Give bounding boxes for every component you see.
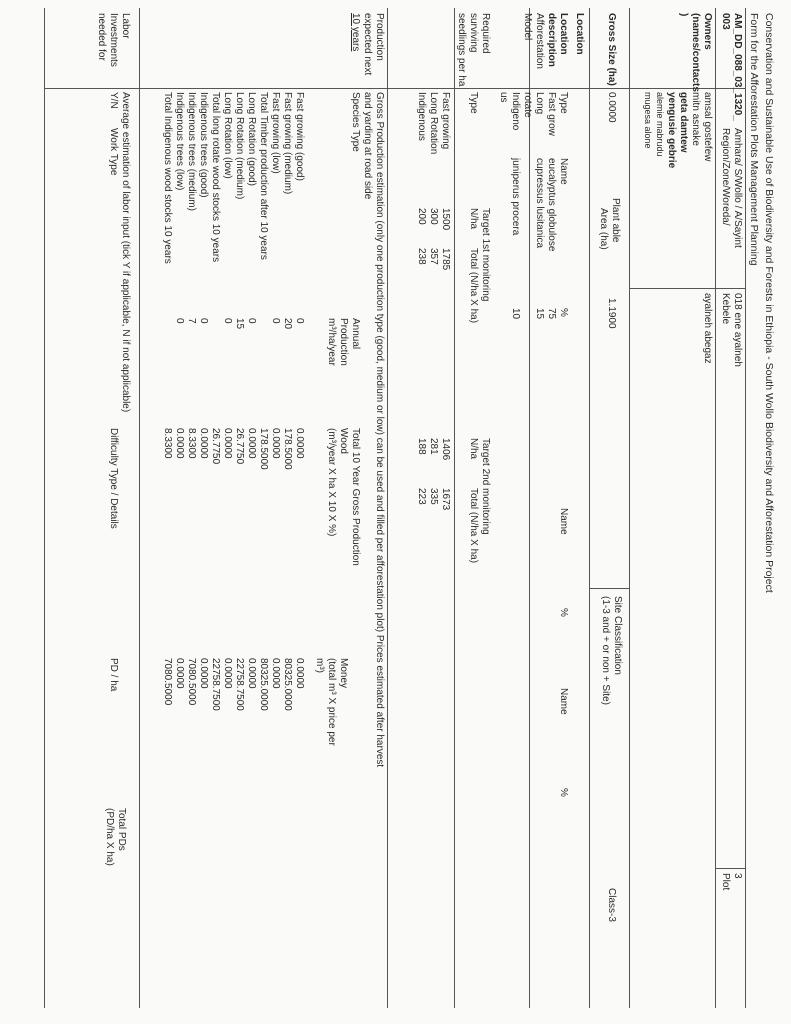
plantable-label: Plant able (610, 198, 621, 243)
seedlings-row-type: Long Rotation (428, 92, 439, 155)
labor-col-total1: Total PDs (116, 808, 127, 851)
production-row-name: Fast growing (low) (270, 92, 281, 174)
seedlings-label2: surviving (468, 13, 479, 53)
plot-id-line2: 003 (720, 13, 731, 30)
owners-sublabel2: ) (678, 13, 689, 17)
seedlings-row-type: Indigenous (416, 92, 427, 141)
labor-label2: Investments (108, 13, 119, 67)
model-row-pct: 75 (546, 308, 557, 320)
kebele-value: 018 ene ayalneh (732, 293, 743, 367)
model-row-pct: 10 (510, 308, 521, 320)
location-desc-label: Location (558, 13, 569, 55)
labor-note: Average estimation of labor input (tick Y if applicable, N if not applicable) (120, 92, 131, 413)
model-col-name2: Name (558, 508, 569, 535)
production-row-money: 0.0000 (222, 658, 233, 689)
seedlings-row-n2: 1406 (440, 438, 451, 461)
seedlings-row-t2: 335 (428, 488, 439, 505)
production-row-name: Long Rotation (low) (222, 92, 233, 179)
production-note: Gross Production estimation (only one production type (good, medium or low) can be used and filled per afforestation plot) Prices estimated after harvest (374, 92, 385, 768)
owner-name: mitn asnake (690, 92, 701, 146)
labor-col-yn: Y/N (108, 92, 119, 109)
model-col-name3: Name (558, 688, 569, 715)
production-row-money: 80325.0000 (258, 658, 269, 711)
production-row-money: 80325.0000 (282, 658, 293, 711)
production-row-name: Long Rotation (medium) (234, 92, 245, 200)
production-row-money: 0.0000 (246, 658, 257, 689)
region-value: Amhara/ S/Wollo / A/Sayint (732, 128, 743, 248)
labor-col-difficulty: Difficulty Type / Details (108, 428, 119, 529)
annual-label3: m³/ha/year (326, 318, 337, 366)
seedlings-col-total: Total (N/ha X ha) (468, 248, 479, 324)
production-row-money: 7080.5000 (186, 658, 197, 706)
production-row-name: Total Timber production after 10 years (258, 92, 269, 260)
production-row-wood: 0.0000 (222, 428, 233, 459)
form-subtitle: Form for the Afforestation Plots Management Planning (748, 13, 760, 266)
seedlings-col-nha: N/ha (468, 208, 479, 230)
production-row-annual: 15 (234, 318, 245, 330)
region-label: Region/Zone/Woreda/ (720, 128, 731, 226)
model-col-pct: % (558, 308, 569, 317)
production-row-wood: 0.0000 (174, 428, 185, 459)
model-col-type: Type (558, 92, 569, 114)
model-col-name: Name (558, 158, 569, 185)
production-row-money: 22758.7500 (234, 658, 245, 711)
production-row-wood: 26.7750 (210, 428, 221, 465)
labor-col-pd: PD / ha (108, 658, 119, 692)
money-label: Money (338, 658, 349, 689)
production-row-annual: 20 (282, 318, 293, 330)
owner-name: geta damtew (678, 92, 689, 153)
model-row-type: rotate (522, 92, 533, 118)
seedlings-row-n1: 1500 (440, 208, 451, 231)
production-row-annual: 0 (294, 318, 305, 324)
seedlings-row-n1: 300 (428, 208, 439, 225)
production-row-money: 0.0000 (174, 658, 185, 689)
total-production-label: Total 10 Year Gross Production (350, 428, 361, 566)
site-class-sub: (1-3 and + or non + Site) (600, 596, 611, 705)
production-label1: Production (374, 13, 385, 61)
target1-label: Target 1st monitoring (480, 208, 491, 302)
production-row-name: Indigenous trees (low) (174, 92, 185, 191)
species-type-label: Species Type (350, 92, 361, 152)
production-label2: expected next (362, 13, 373, 76)
production-row-name: Total Indigenous wood stocks 10 years (162, 92, 173, 264)
labor-col-total2: (PD/ha X ha) (104, 808, 115, 866)
seedlings-label1: Required (480, 13, 491, 54)
model-row-type: us (498, 92, 509, 103)
plot-label: Plot (720, 873, 731, 891)
production-row-wood: 0.0000 (246, 428, 257, 459)
production-row-money: 22758.7500 (210, 658, 221, 711)
seedlings-label3: seedlings per ha (456, 13, 467, 87)
labor-col-work: Work Type (108, 128, 119, 176)
location-label: Location (574, 13, 585, 55)
model-row-type: Long (534, 92, 545, 115)
production-row-annual: 0 (222, 318, 233, 324)
production-row-wood: 0.0000 (294, 428, 305, 459)
model-row-name: juniperus procera (510, 158, 521, 236)
target2-label: Target 2nd monitoring (480, 438, 491, 535)
seedlings-col-type: Type (468, 92, 479, 114)
production-row-wood: 8.3300 (162, 428, 173, 459)
production-row-money: 0.0000 (270, 658, 281, 689)
production-row-money: 0.0000 (198, 658, 209, 689)
owner-name: mugesa alone (643, 92, 653, 149)
money-sub2: m³) (314, 658, 325, 673)
production-row-wood: 8.3300 (186, 428, 197, 459)
production-note2: and yarding at road side (362, 92, 373, 200)
production-row-money: 0.0000 (294, 658, 305, 689)
area-label: Area (ha) (598, 208, 609, 250)
wood-label: Wood (338, 428, 349, 454)
production-row-name: Long Rotation (good) (246, 92, 257, 186)
site-class-label: Site Classification (612, 596, 623, 675)
wood-sub: (m³/year X ha X 10 X %) (326, 428, 337, 537)
owners-label: Owners (702, 13, 713, 50)
rotated-form-sheet (45, 8, 780, 1008)
seedlings-col-total2: Total (N/ha X ha) (468, 488, 479, 564)
gross-size-label: Gross Size (ha) (606, 13, 617, 86)
seedlings-row-n2: 281 (428, 438, 439, 455)
production-row-wood: 0.0000 (198, 428, 209, 459)
site-class-value: Class-3 (606, 888, 617, 922)
owner-name: yengusie gebrie (666, 92, 677, 169)
plantable-value: 1.1900 (606, 298, 617, 329)
seedlings-row-type: Fast growing (440, 92, 451, 150)
labor-label3: needed for (96, 13, 107, 61)
production-row-wood: 178.5000 (282, 428, 293, 470)
afforestation-model-label: Afforestation (534, 13, 545, 69)
form-title: Conservation and Sustainable Use of Biodiversity and Forests in Ethiopia - South Wollo Biodiversity and Afforestation Project (763, 13, 775, 593)
annual-label1: Annual (350, 318, 361, 350)
money-sub1: (total m³ X price per (326, 658, 337, 746)
owners-sublabel: (names/contacts (690, 13, 701, 92)
production-row-wood: 178.5000 (258, 428, 269, 470)
production-row-annual: 0 (198, 318, 209, 324)
location-desc-label2: description (546, 13, 557, 67)
production-row-annual: 0 (174, 318, 185, 324)
seedlings-row-t2: 1673 (440, 488, 451, 511)
production-row-wood: 0.0000 (270, 428, 281, 459)
production-row-annual: 7 (186, 318, 197, 324)
model-row-name: cupressus lusitanica (534, 158, 545, 249)
plot-number: 3 (732, 873, 743, 879)
production-row-name: Total long rotate wood stocks 10 years (210, 92, 221, 263)
plot-id-line1: AM_DD_088_03_1320_ (732, 13, 743, 121)
model-row-type: Indigeno (510, 92, 521, 131)
annual-label2: Production (338, 318, 349, 366)
owner-name: alemie mabrudu (655, 92, 665, 157)
gross-size-value: 0.0000 (606, 92, 617, 123)
model-row-pct: 15 (534, 308, 545, 320)
model-col-pct3: % (558, 788, 569, 797)
seedlings-row-t2: 223 (416, 488, 427, 505)
model-col-pct2: % (558, 608, 569, 617)
production-row-name: Fast growing (medium) (282, 92, 293, 195)
labor-label1: Labor (120, 13, 131, 39)
seedlings-row-t1: 238 (416, 248, 427, 265)
production-row-money: 7080.5000 (162, 658, 173, 706)
production-row-name: Indigenous trees (good) (198, 92, 209, 198)
model-label2: Model (522, 13, 533, 41)
production-row-name: Indigenous trees (medium) (186, 92, 197, 211)
production-row-annual: 0 (246, 318, 257, 324)
production-row-annual: 0 (270, 318, 281, 324)
seedlings-row-t1: 1785 (440, 248, 451, 271)
owner-name: amsal gostefew (702, 92, 713, 162)
model-row-type: Fast grow (546, 92, 557, 136)
kebele-label: Kebele (720, 293, 731, 325)
owner-contact: ayalneh abegaz (702, 293, 713, 364)
production-row-name: Fast growing (good) (294, 92, 305, 181)
seedlings-row-t1: 357 (428, 248, 439, 265)
model-row-name: eucalyptus globulose (546, 158, 557, 252)
seedlings-row-n2: 188 (416, 438, 427, 455)
production-label3: 10 years (350, 13, 361, 52)
seedlings-row-n1: 200 (416, 208, 427, 225)
seedlings-col-nha2: N/ha (468, 438, 479, 460)
production-row-wood: 26.7750 (234, 428, 245, 465)
